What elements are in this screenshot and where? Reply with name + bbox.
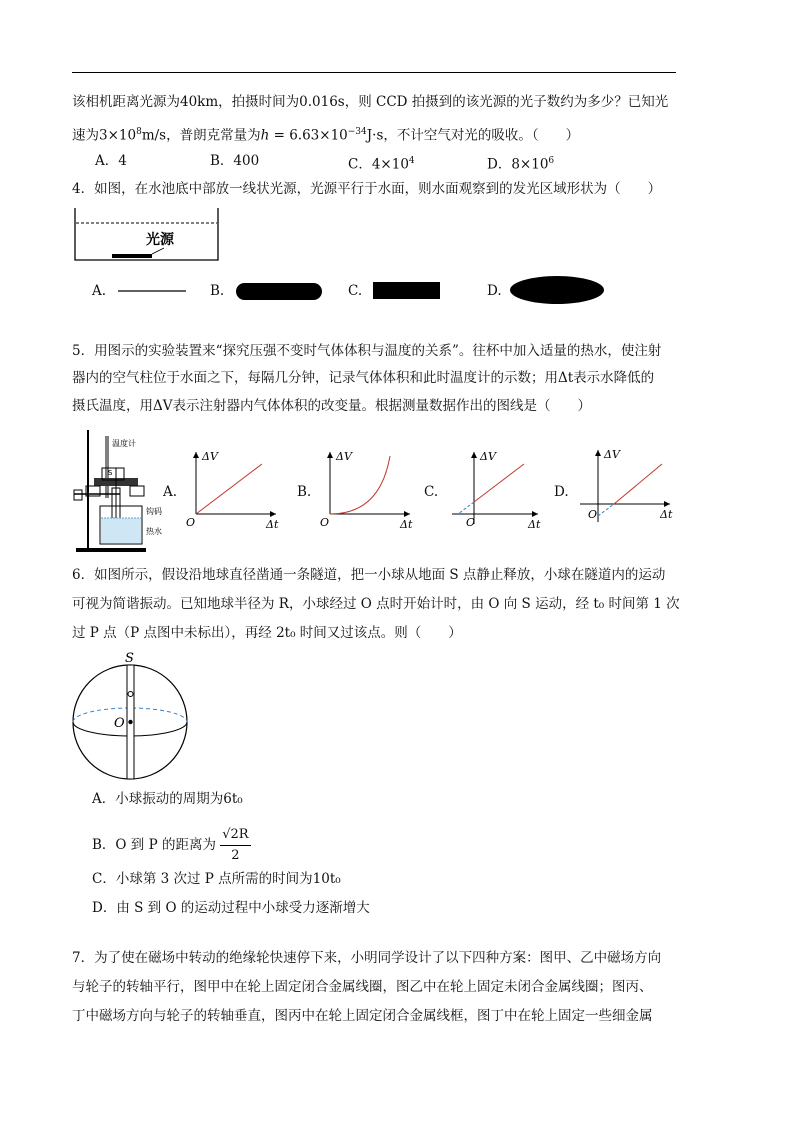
q5-graph-d [578, 446, 676, 530]
q4-light-label: 光源 [146, 231, 174, 247]
q6-line3: 过 P 点（P 点图中未标出），再经 2t₀ 时间又过该点。则（ ） [72, 625, 462, 641]
q3-option-b[interactable]: B．400 [210, 153, 260, 169]
q4-pool-figure [72, 206, 222, 262]
q5-d-ylabel: ΔV [604, 448, 620, 461]
q5-thermometer-label: 温度计 [112, 439, 136, 448]
q5-s-label: S [108, 469, 113, 477]
q6-option-b[interactable]: B．O 到 P 的距离为 $\frac{√2R}{2}$ [92, 825, 251, 866]
q5-c-xlabel: Δt [528, 518, 541, 531]
q6-option-b-fraction: $\frac{√2R}{2}$ [222, 827, 249, 863]
q5-b-origin: O [320, 516, 330, 529]
q4-stem: 4．如图，在水池底中部放一线状光源，光源平行于水面，则水面观察到的发光区域形状为（ ） [72, 181, 662, 197]
q6-option-d[interactable]: D．由 S 到 O 的运动过程中小球受力逐渐增大 [92, 900, 370, 916]
q5-weight-label: 钩码 [146, 507, 162, 516]
q5-a-origin: O [186, 516, 196, 529]
q5-hot-water-label: 热水 [146, 527, 162, 536]
q5-option-b[interactable]: B. [297, 484, 312, 500]
q5-a-ylabel: ΔV [202, 450, 218, 463]
q7-line3: 丁中磁场方向与轮子的转轴垂直，图丙中在轮上固定闭合金属线框，图丁中在轮上固定一些细金属 [72, 1008, 653, 1024]
header-rule [72, 72, 676, 73]
q4-option-c[interactable]: C. [348, 283, 363, 299]
q5-b-xlabel: Δt [400, 518, 413, 531]
q6-line1: 6．如图所示，假设沿地球直径凿通一条隧道，把一小球从地面 S 点静止释放，小球在隧道内的运动 [72, 567, 666, 583]
q6-o-label: O [114, 716, 125, 731]
q5-line2: 器内的空气柱位于水面之下，每隔几分钟，记录气体体积和此时温度计的示数；用Δt表示水降低的 [72, 370, 655, 386]
q3-option-c[interactable]: C．$4\times 10^4$ [348, 156, 415, 173]
q5-option-d[interactable]: D. [554, 484, 569, 500]
q5-apparatus-figure [72, 428, 172, 554]
q4-shape-rounded [236, 282, 324, 302]
q5-line1: 5．用图示的实验装置来“探究压强不变时气体体积与温度的关系”。往杯中加入适量的热水，使注射 [72, 343, 662, 359]
q5-d-origin: O [588, 508, 598, 521]
q5-option-a[interactable]: A. [163, 484, 178, 500]
q6-earth-figure [70, 650, 194, 782]
q6-line2: 可视为简谐振动。已知地球半径为 R，小球经过 O 点时开始计时，由 O 向 S 运动，经 t₀ 时间第 1 次 [72, 596, 680, 612]
q5-c-origin: O [466, 516, 476, 529]
q7-line2: 与轮子的转轴平行，图甲中在轮上固定闭合金属线圈，图乙中在轮上固定未闭合金属线圈；图丙、 [72, 979, 653, 995]
q3-option-d[interactable]: D．$8\times 10^6$ [487, 156, 555, 173]
q5-c-ylabel: ΔV [480, 450, 496, 463]
q6-s-label: S [125, 651, 134, 666]
q5-line3: 摄氏温度，用ΔV表示注射器内气体体积的改变量。根据测量数据作出的图线是（ ） [72, 398, 591, 414]
q5-option-c[interactable]: C. [424, 484, 439, 500]
q6-option-a[interactable]: A．小球振动的周期为6t₀ [92, 791, 243, 807]
q4-shape-line [118, 288, 188, 294]
q4-shape-ellipse [510, 275, 608, 305]
q5-d-xlabel: Δt [660, 508, 673, 521]
q4-option-d[interactable]: D. [487, 283, 502, 299]
q3-option-a[interactable]: A．4 [95, 153, 127, 169]
q4-option-a[interactable]: A. [92, 283, 107, 299]
q4-option-b[interactable]: B. [210, 283, 225, 299]
q7-line1: 7．为了使在磁场中转动的绝缘轮快速停下来，小明同学设计了以下四种方案：图甲、乙中磁场方向 [72, 950, 662, 966]
q4-shape-rect [373, 281, 441, 301]
q5-a-xlabel: Δt [266, 518, 279, 531]
q5-b-ylabel: ΔV [336, 450, 352, 463]
q3-line2: 速为$3\times 10^8m/s$，普朗克常量为$h = 6.63\times 10^{-34}J\cdot s$，不计空气对光的吸收。（ ） [72, 127, 580, 144]
q3-line1: 该相机距离光源为40km，拍摄时间为0.016s，则 CCD 拍摄到的该光源的光子数约为多少？已知光 [72, 94, 669, 110]
q5-graph-a [186, 448, 282, 530]
q5-graph-b [320, 448, 416, 530]
q6-option-c[interactable]: C．小球第 3 次过 P 点所需的时间为10t₀ [92, 871, 341, 887]
q5-graph-c [448, 448, 544, 530]
